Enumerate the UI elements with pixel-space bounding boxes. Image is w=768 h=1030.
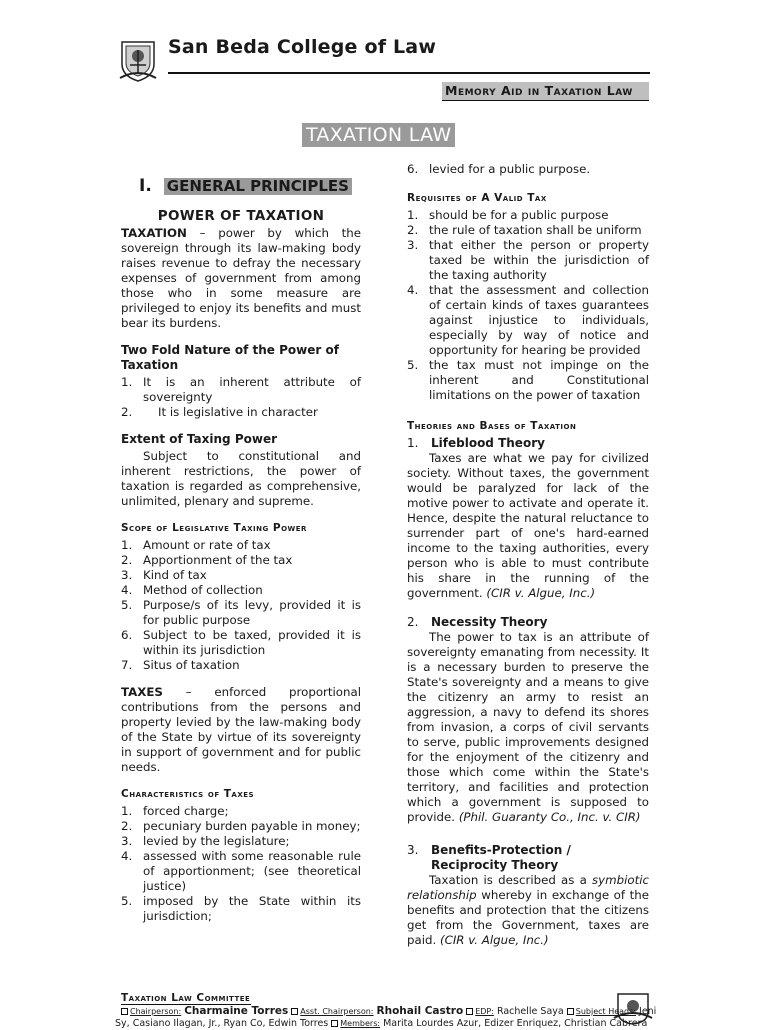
list-item: 3. Kind of tax	[121, 568, 207, 582]
section-number: I.	[139, 176, 152, 196]
extent-text: Subject to constitutional and inherent restrictions, the power of taxation is regarded as comprehensive, unlimited, plenary and supreme.	[121, 449, 361, 508]
checkbox-icon	[121, 1008, 128, 1015]
lifeblood-heading: 1. Lifeblood Theory	[407, 436, 545, 450]
list-item: 5. the tax must not impinge on the inherent and Constitutional limitations on the power of taxation	[407, 358, 649, 402]
left-column	[121, 178, 361, 924]
characteristics-heading: Characteristics of Taxes	[121, 788, 255, 800]
extent-heading: Extent of Taxing Power	[121, 432, 277, 446]
college-name: San Beda College of Law	[168, 36, 437, 58]
checkbox-icon	[567, 1008, 574, 1015]
two-fold-list	[121, 375, 361, 420]
requisites-heading: Requisites of A Valid Tax	[407, 192, 547, 204]
power-heading: POWER OF TAXATION	[157, 208, 325, 224]
scope-heading: Scope of Legislative Taxing Power	[121, 522, 307, 534]
taxes-term: TAXES	[121, 685, 163, 699]
taxation-term: TAXATION	[121, 226, 187, 240]
list-item: 1. Amount or rate of tax	[121, 538, 271, 552]
taxation-definition-text: – power by which the sovereign through its law-making body raises revenue to defray the necessary expenses of government from among those who in some measure are privileged to enjoy its benefits and must bear its burdens.	[121, 226, 361, 330]
scope-list	[121, 538, 361, 673]
list-item: 3. that either the person or property taxed be within the jurisdiction of the taxing authority	[407, 238, 649, 282]
list-item: 5. imposed by the State within its jurisdiction;	[121, 894, 361, 923]
taxation-definition	[121, 226, 361, 331]
list-item: 6. Subject to be taxed, provided it is within its jurisdiction	[121, 628, 361, 657]
requisites-list	[407, 208, 649, 403]
lifeblood-citation: (CIR v. Algue, Inc.)	[486, 586, 596, 600]
document-subtitle: Memory Aid in Taxation Law	[442, 82, 649, 100]
checkbox-icon	[331, 1020, 338, 1027]
lifeblood-text: Taxes are what we pay for civilized society. Without taxes, the government would be paralyzed for lack of the motive power to activate and operate it. Hence, despite the natural reluctance to surrender part of one's hard-earned income to the taxing authorities, every person who is able to must contribute his share in the running of the government. (CIR v. Algue, Inc.)	[407, 451, 649, 600]
two-fold-heading: Two Fold Nature of the Power of Taxation	[121, 343, 339, 372]
section-title: GENERAL PRINCIPLES	[164, 178, 352, 195]
list-item: 1. It is an inherent attribute of sovereignty	[121, 375, 361, 404]
necessity-heading: 2. Necessity Theory	[407, 615, 548, 629]
list-item: 5. Purpose/s of its levy, provided it is for public purpose	[121, 598, 361, 627]
taxes-definition-text: – enforced proportional contributions from the persons and property levied by the law-making body of the State by virtue of its sovereignty in support of government and for public needs.	[121, 685, 361, 774]
characteristics-list-continued	[407, 162, 649, 177]
benefits-citation: (CIR v. Algue, Inc.)	[439, 933, 549, 947]
list-item: 1. forced charge;	[121, 804, 229, 818]
committee-footer	[115, 992, 657, 1030]
list-item: 2. It is legislative in character	[121, 405, 318, 419]
header-rule	[168, 72, 650, 74]
checkbox-icon	[291, 1008, 298, 1015]
checkbox-icon	[466, 1008, 473, 1015]
list-item: 2. the rule of taxation shall be uniform	[407, 223, 642, 237]
right-column	[407, 162, 649, 948]
benefits-text: Taxation is described as a symbiotic relationship whereby in exchange of the benefits and protection that the citizens get from the Government, taxes are paid. (CIR v. Algue, Inc.)	[407, 873, 649, 947]
theories-heading: Theories and Bases of Taxation	[407, 420, 577, 432]
benefits-heading: 3. Benefits-Protection / Reciprocity Theory	[407, 843, 571, 872]
necessity-text: The power to tax is an attribute of sovereignty emanating from necessity. It is a necessary burden to preserve the State's sovereignty and a means to give the citizenry an army to resist an aggression, a navy to defend its shores from invasion, a corps of civil servants to serve, public improvements designed for the enjoyment of the citizenry and those which come within the State's territory, and facilities and protection which a government is supposed to provide. (Phil. Guaranty Co., Inc. v. CIR)	[407, 630, 649, 824]
necessity-citation: (Phil. Guaranty Co., Inc. v. CIR)	[458, 810, 641, 824]
list-item: 4. assessed with some reasonable rule of apportionment; (see theoretical justice)	[121, 849, 361, 893]
list-item: 1. should be for a public purpose	[407, 208, 609, 222]
list-item: 2. Apportionment of the tax	[121, 553, 293, 567]
list-item: 3. levied by the legislature;	[121, 834, 290, 848]
page-title: TAXATION LAW	[302, 123, 455, 147]
section-heading	[139, 178, 361, 195]
taxes-definition	[121, 685, 361, 775]
committee-line-2: Sy, Casiano Ilagan, Jr., Ryan Co, Edwin Torres Members: Marita Lourdes Azur, Edizer Enriquez, Christian Cabrera	[115, 1018, 648, 1029]
list-item: 7. Situs of taxation	[121, 658, 240, 672]
list-item: 4. that the assessment and collection of certain kinds of taxes guarantees against injustice to individuals, especially by way of notice and opportunity for hearing be provided	[407, 283, 649, 357]
subtitle-underline	[442, 100, 649, 101]
list-item: 2. pecuniary burden payable in money;	[121, 819, 361, 833]
committee-title: Taxation Law Committee	[121, 992, 251, 1004]
committee-line-1: Chairperson: Charmaine Torres Asst. Chairperson: Rhohail Castro EDP: Rachelle Saya Subject Heads: Jeni	[121, 1005, 611, 1018]
characteristics-list	[121, 804, 361, 924]
list-item: 4. Method of collection	[121, 583, 263, 597]
list-item: 6. levied for a public purpose.	[407, 162, 591, 176]
college-seal-logo	[118, 38, 158, 82]
